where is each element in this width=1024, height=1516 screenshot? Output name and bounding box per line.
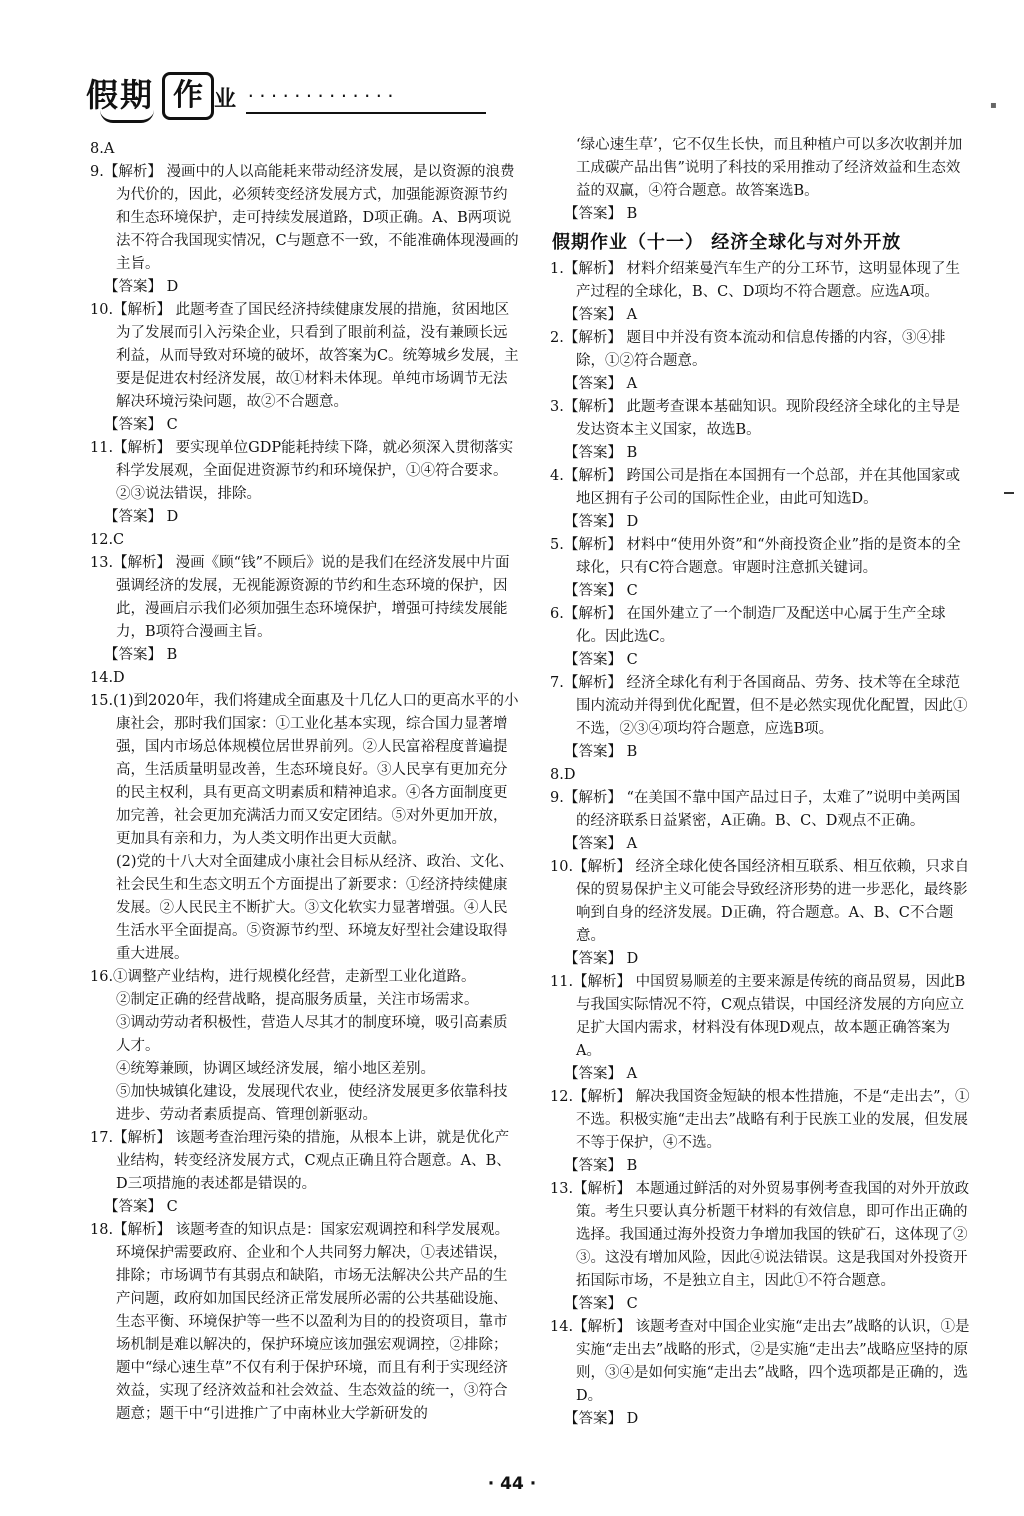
answer-line: 【答案】 B [564,744,638,760]
answer-item: (2)党的十八大对全面建成小康社会目标从经济、政治、文化、社会民生和生态文明五个方面提出了新要求：①经济持续健康发展。②人民民主不断扩大。③文化软实力显著增强。④人民生活水平全面提高。⑤资源节约型、环境友好型社会建设取得重大进展。 [116,854,514,962]
answer-line: 【答案】 C [564,652,638,668]
answer-item: 10.【解析】 此题考查了国民经济持续健康发展的措施，贫困地区为了发展而引入污染企业，只看到了眼前利益，没有兼顾长远利益，从而导致对环境的破坏，故答案为C。统筹城乡发展，主要是促进农村经济发展，故①材料未体现。单纯市场调节无法解决环境污染问题，故②不合题意。 [90,302,519,410]
answer-item: 8.D [550,767,576,783]
brand-tail-char: 业 [214,86,237,112]
answer-item: ②制定正确的经营战略，提高服务质量，关注市场需求。 [116,992,479,1008]
answer-line: 【答案】 C [104,417,178,433]
answer-line: 【答案】 C [564,583,638,599]
answer-line: 【答案】 D [104,509,179,525]
answer-item: 11.【解析】 中国贸易顺差的主要来源是传统的商品贸易，因此B与我国实际情况不符，C观点错误，中国经济发展的方向应立足扩大国内需求，材料没有体现D观点，故本题正确答案为A。 [550,974,966,1059]
answer-item: 12.C [90,532,125,548]
brand-swoosh-icon [100,110,154,123]
section-title: 假期作业（十一） 经济全球化与对外开放 [552,232,902,253]
brand-boxed-char: 作 [162,72,214,120]
answer-item: 17.【解析】 该题考查治理污染的措施，从根本上讲，就是优化产业结构，转变经济发展方式，C观点正确且符合题意。A、B、D三项措施的表述都是错误的。 [90,1130,511,1192]
answer-line: 【答案】 A [564,836,638,852]
answer-item: 15.(1)到2020年，我们将建成全面惠及十几亿人口的更高水平的小康社会，那时我们国家：①工业化基本实现，综合国力显著增强，国内市场总体规模位居世界前列。②人民富裕程度普遍提高，生活质量明显改善，生态环境良好。③人民享有更加充分的民主权利，具有更高文明素质和精神追求。④各方面制度更加完善，社会更加充满活力而又安定团结。⑤对外更加开放，更加具有亲和力，为人类文明作出更大贡献。 [90,693,519,847]
answer-item: ③调动劳动者积极性，营造人尽其才的制度环境，吸引高素质人才。 [116,1015,508,1054]
brand-title: 假期 [86,76,155,114]
left-column [90,138,520,1426]
section-answers [550,258,970,1431]
answer-line: 【答案】 D [564,514,639,530]
answer-line: 【答案】 C [564,1296,638,1312]
answer-line: 【答案】 A [564,1066,638,1082]
answer-item: 2.【解析】 题目中并没有资本流动和信息传播的内容，③④排除，①②符合题意。 [550,330,946,369]
answer-item: 3.【解析】 此题考查课本基础知识。现阶段经济全球化的主导是发达资本主义国家，故选B。 [550,399,960,438]
answer-line: 【答案】 C [104,1199,178,1215]
answer-line: 【答案】 A [564,307,638,323]
answer-item: 14.D [90,670,125,686]
answer-item: 11.【解析】 要实现单位GDP能耗持续下降，就必须深入贯彻落实科学发展观，全面促进资源节约和环境保护，①④符合要求。②③说法错误，排除。 [90,440,514,502]
answer-item: 9.【解析】 “在美国不靠中国产品过日子，太难了”说明中美两国的经济联系日益紧密，A正确。B、C、D观点不正确。 [550,790,961,829]
answer-line: 【答案】 D [564,1411,639,1427]
page-number: · 44 · [487,1474,537,1494]
header-rule [246,112,486,114]
continued-answer [550,134,970,226]
answer-item: 13.【解析】 本题通过鲜活的对外贸易事例考查我国的对外开放政策。考生只要认真分析题干材料的有效信息，即可作出正确的选择。我国通过海外投资力争增加我国的铁矿石，这体现了②③。这没有增加风险，因此④说法错误。这是我国对外投资开拓国际市场，不是独立自主，因此①不符合题意。 [550,1181,970,1289]
answer-item: 10.【解析】 经济全球化使各国经济相互联系、相互依赖，只求自保的贸易保护主义可能会导致经济形势的进一步恶化，最终影响到自身的经济发展。D正确，符合题意。A、B、C不合题意。 [550,859,970,944]
answer-item: 13.【解析】 漫画《顾“钱”不顾后》说的是我们在经济发展中片面强调经济的发展，无视能源资源的节约和生态环境的保护，因此，漫画启示我们必须加强生态环境保护，增强可持续发展能力，B项符合漫画主旨。 [90,555,510,640]
answer-item: 16.①调整产业结构，进行规模化经营，走新型工业化道路。 [90,969,476,985]
answer-item: 14.【解析】 该题考查对中国企业实施“走出去”战略的认识，①是实施“走出去”战略的形式，②是实施“走出去”战略应坚持的原则，③④是如何实施“走出去”战略，四个选项都是正确的，选D。 [550,1319,970,1404]
answer-item: 6.【解析】 在国外建立了一个制造厂及配送中心属于生产全球化。因此选C。 [550,606,946,645]
answer-line: 【答案】 B [564,1158,638,1174]
answer-line: 【答案】 A [564,376,638,392]
answer-item: 4.【解析】 跨国公司是指在本国拥有一个总部，并在其他国家或地区拥有子公司的国际性企业，由此可知选D。 [550,468,960,507]
answer-item: 5.【解析】 材料中“使用外资”和“外商投资企业”指的是资本的全球化，只有C符合题意。审题时注意抓关键词。 [550,537,961,576]
brand-dots: ............. [246,82,398,101]
answer-item: 18.【解析】 该题考查的知识点是：国家宏观调控和科学发展观。环境保护需要政府、企业和个人共同努力解决，①表述错误，排除；市场调节有其弱点和缺陷，市场无法解决公共产品的生产问题，政府如加国民经济正常发展所必需的公共基础设施、生态平衡、环境保护等一些不以盈利为目的的投资项目，靠市场机制是难以解决的，保护环境应该加强宏观调控，②排除；题中“绿心速生草”不仅有利于保护环境，而且有利于实现经济效益，实现了经济效益和社会效益、生态效益的统一，③符合题意；题干中“引进推广了中南林业大学新研发的 [90,1222,510,1422]
corner-mark-icon: ▪ [990,100,997,111]
margin-tick [1004,492,1014,494]
answer-item: 7.【解析】 经济全球化有利于各国商品、劳务、技术等在全球范围内流动并得到优化配置，但不是必然实现优化配置，因此①不选，②③④项均符合题意，应选B项。 [550,675,968,737]
answer-line: 【答案】 B [564,206,638,222]
answer-item: 12.【解析】 解决我国资金短缺的根本性措施，不是“走出去”，①不选。积极实施“走出去”战略有利于民族工业的发展，但发展不等于保护，④不选。 [550,1089,970,1151]
page-header [86,60,416,130]
answer-line: 【答案】 B [564,445,638,461]
answer-line: 【答案】 D [564,951,639,967]
answer-item: 1.【解析】 材料介绍莱曼汽车生产的分工环节，这明显体现了生产过程的全球化，B、C、D项均不符合题意。应选A项。 [550,261,960,300]
answer-item: ‘绿心速生草’，它不仅生长快，而且种植户可以多次收割并加工成碳产品出售”说明了科技的采用推动了经济效益和生态效益的双赢，④符合题意。故答案选B。 [576,137,963,199]
answer-line: 【答案】 D [104,279,179,295]
answer-item: ⑤加快城镇化建设，发展现代农业，使经济发展更多依靠科技进步、劳动者素质提高、管理创新驱动。 [116,1084,508,1123]
answer-item: 8.A [90,141,115,157]
answer-item: 9.【解析】 漫画中的人以高能耗来带动经济发展，是以资源的浪费为代价的，因此，必须转变经济发展方式，加强能源资源节约和生态环境保护，走可持续发展道路，D项正确。A、B两项说法不符合我国现实情况，C与题意不一致，不能准确体现漫画的主旨。 [90,164,519,272]
answer-item: ④统筹兼顾，协调区域经济发展，缩小地区差别。 [116,1061,435,1077]
answer-line: 【答案】 B [104,647,178,663]
right-column [550,134,970,1431]
